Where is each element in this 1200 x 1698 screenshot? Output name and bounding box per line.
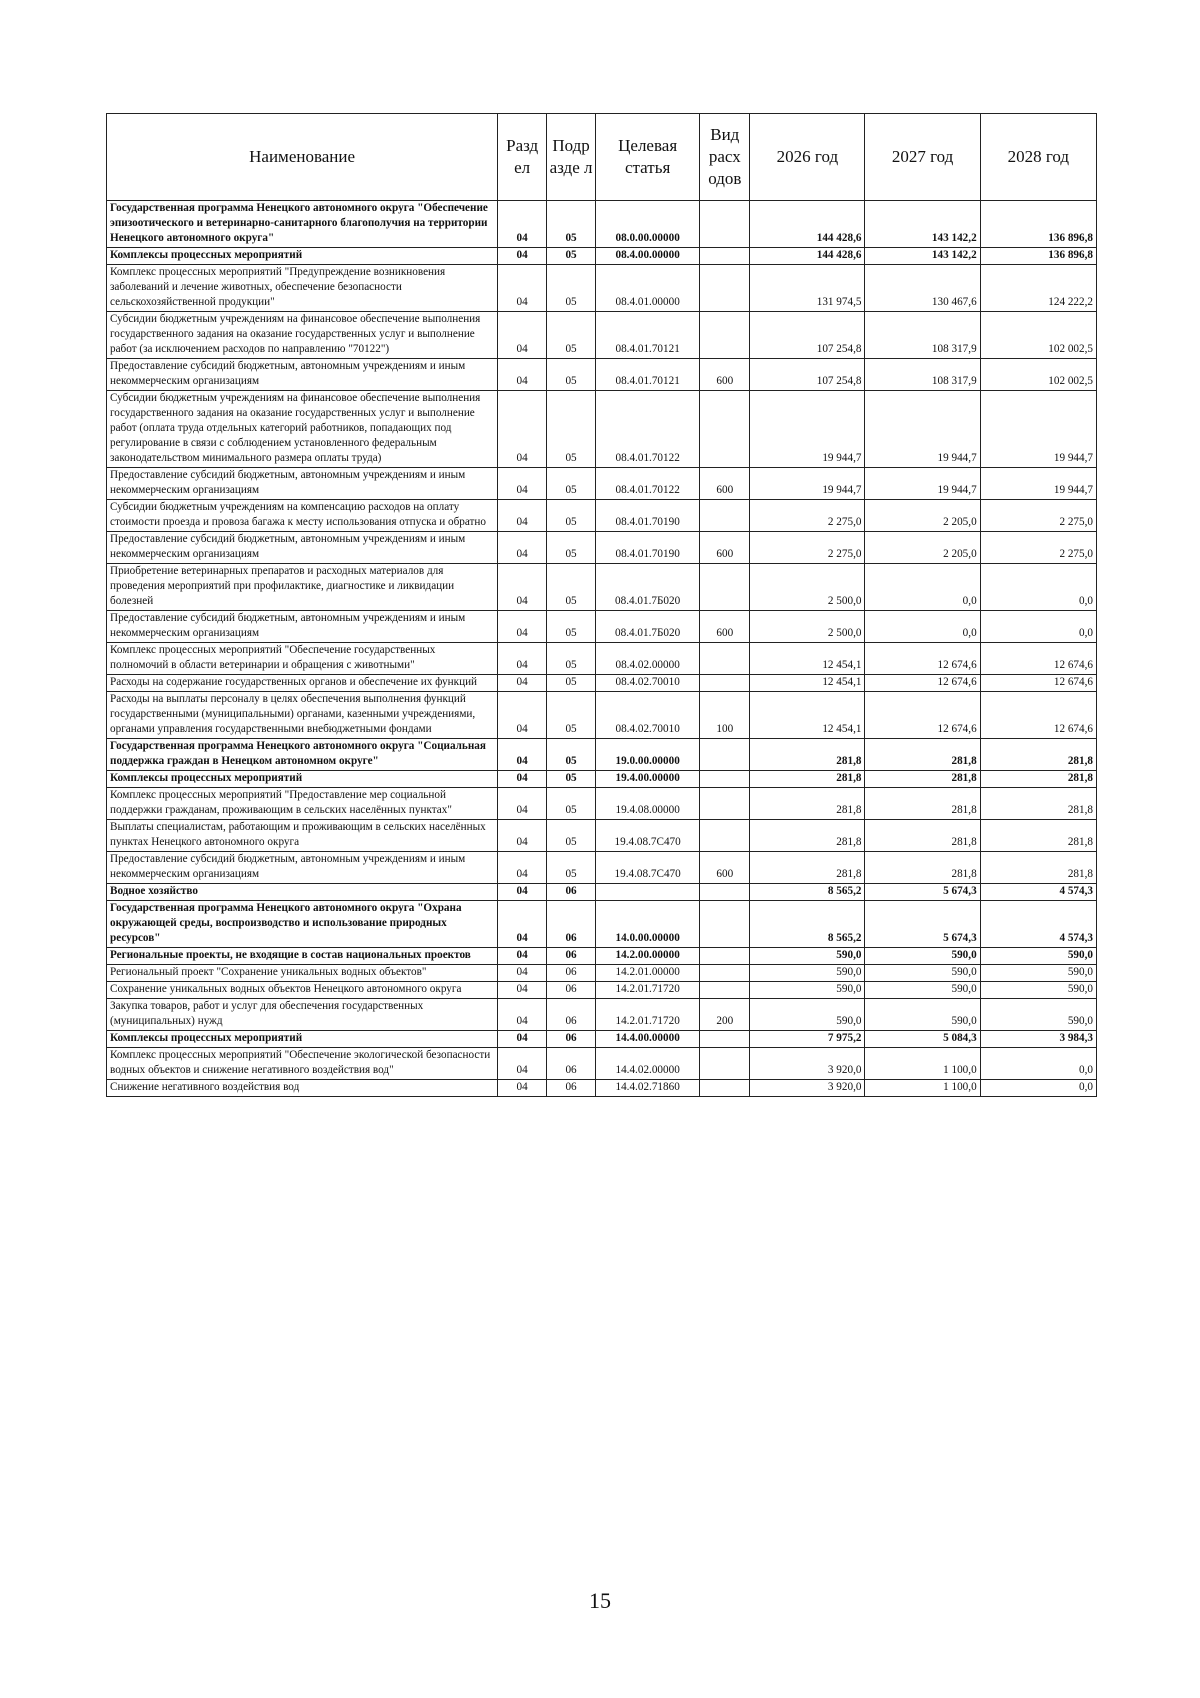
cell-name: Снижение негативного воздействия вод	[107, 1080, 498, 1097]
table-row	[107, 532, 1097, 564]
cell-2027: 5 674,3	[865, 901, 980, 948]
cell-2026: 19 944,7	[750, 468, 865, 500]
cell-podrazdel: 06	[547, 982, 596, 999]
cell-target-article: 08.4.01.7Б020	[595, 611, 699, 643]
header-razdel: Разд ел	[498, 114, 547, 201]
cell-expense-type	[700, 643, 750, 675]
cell-podrazdel: 05	[547, 739, 596, 771]
cell-2027: 281,8	[865, 820, 980, 852]
cell-2028: 102 002,5	[980, 312, 1096, 359]
cell-2027: 5 674,3	[865, 884, 980, 901]
cell-2028: 590,0	[980, 965, 1096, 982]
cell-podrazdel: 05	[547, 788, 596, 820]
cell-expense-type	[700, 312, 750, 359]
cell-2026: 8 565,2	[750, 884, 865, 901]
header-2027: 2027 год	[865, 114, 980, 201]
cell-2027: 2 205,0	[865, 500, 980, 532]
cell-razdel: 04	[498, 999, 547, 1031]
cell-2027: 2 205,0	[865, 532, 980, 564]
cell-podrazdel: 06	[547, 1080, 596, 1097]
table-row	[107, 201, 1097, 248]
cell-name: Субсидии бюджетным учреждениям на финансовое обеспечение выполнения государственного задания на оказание государственных услуг и выполнение работ (оплата труда отдельных категорий работников, попадающих под регулирование в связи с соблюдением установленного федеральным законодательством минимального размера оплаты труда)	[107, 391, 498, 468]
cell-2028: 102 002,5	[980, 359, 1096, 391]
cell-2027: 590,0	[865, 948, 980, 965]
cell-2026: 107 254,8	[750, 312, 865, 359]
cell-expense-type	[700, 982, 750, 999]
table-row	[107, 675, 1097, 692]
cell-name: Расходы на выплаты персоналу в целях обеспечения выполнения функций государственными (муниципальными) органами, казенными учреждениями, органами управления государственными внебюджетными фондами	[107, 692, 498, 739]
cell-expense-type	[700, 788, 750, 820]
cell-name: Предоставление субсидий бюджетным, автономным учреждениям и иным некоммерческим организациям	[107, 611, 498, 643]
cell-2028: 281,8	[980, 771, 1096, 788]
cell-razdel: 04	[498, 1048, 547, 1080]
cell-razdel: 04	[498, 982, 547, 999]
cell-name: Государственная программа Ненецкого автономного округа "Охрана окружающей среды, воспроизводство и использование природных ресурсов"	[107, 901, 498, 948]
cell-2027: 5 084,3	[865, 1031, 980, 1048]
cell-expense-type: 100	[700, 692, 750, 739]
cell-target-article: 19.4.00.00000	[595, 771, 699, 788]
cell-name: Комплексы процессных мероприятий	[107, 1031, 498, 1048]
cell-podrazdel: 06	[547, 1031, 596, 1048]
cell-2027: 1 100,0	[865, 1048, 980, 1080]
cell-razdel: 04	[498, 564, 547, 611]
cell-2026: 144 428,6	[750, 201, 865, 248]
cell-razdel: 04	[498, 359, 547, 391]
table-row	[107, 312, 1097, 359]
cell-expense-type	[700, 500, 750, 532]
cell-2026: 12 454,1	[750, 643, 865, 675]
cell-target-article: 08.4.01.7Б020	[595, 564, 699, 611]
cell-podrazdel: 05	[547, 675, 596, 692]
header-name: Наименование	[107, 114, 498, 201]
cell-2028: 2 275,0	[980, 500, 1096, 532]
cell-name: Комплекс процессных мероприятий "Обеспечение экологической безопасности водных объектов и снижение негативного воздействия вод"	[107, 1048, 498, 1080]
cell-2026: 7 975,2	[750, 1031, 865, 1048]
cell-name: Предоставление субсидий бюджетным, автономным учреждениям и иным некоммерческим организациям	[107, 852, 498, 884]
cell-2028: 590,0	[980, 999, 1096, 1031]
cell-name: Предоставление субсидий бюджетным, автономным учреждениям и иным некоммерческим организациям	[107, 532, 498, 564]
cell-name: Государственная программа Ненецкого автономного округа "Обеспечение эпизоотического и ветеринарно-санитарного благополучия на территории Ненецкого автономного округа"	[107, 201, 498, 248]
cell-2028: 281,8	[980, 788, 1096, 820]
cell-2028: 0,0	[980, 1080, 1096, 1097]
cell-target-article: 08.4.01.70122	[595, 391, 699, 468]
cell-podrazdel: 05	[547, 248, 596, 265]
cell-target-article: 08.4.01.70121	[595, 359, 699, 391]
cell-2028: 3 984,3	[980, 1031, 1096, 1048]
cell-podrazdel: 06	[547, 901, 596, 948]
table-row	[107, 901, 1097, 948]
cell-target-article: 14.4.02.71860	[595, 1080, 699, 1097]
table-row	[107, 999, 1097, 1031]
cell-podrazdel: 05	[547, 468, 596, 500]
cell-name: Комплексы процессных мероприятий	[107, 771, 498, 788]
cell-name: Комплекс процессных мероприятий "Обеспечение государственных полномочий в области ветеринарии и обращения с животными"	[107, 643, 498, 675]
cell-target-article: 08.4.01.70190	[595, 500, 699, 532]
cell-name: Комплекс процессных мероприятий "Предоставление мер социальной поддержки гражданам, проживающим в сельских населённых пунктах"	[107, 788, 498, 820]
table-row	[107, 692, 1097, 739]
header-2028: 2028 год	[980, 114, 1096, 201]
cell-2026: 2 500,0	[750, 564, 865, 611]
cell-2028: 136 896,8	[980, 248, 1096, 265]
cell-name: Комплексы процессных мероприятий	[107, 248, 498, 265]
cell-2028: 281,8	[980, 820, 1096, 852]
cell-name: Комплекс процессных мероприятий "Предупреждение возникновения заболеваний и лечение животных, обеспечение безопасности сельскохозяйственной продукции"	[107, 265, 498, 312]
table-row	[107, 771, 1097, 788]
cell-target-article: 19.4.08.00000	[595, 788, 699, 820]
cell-expense-type	[700, 965, 750, 982]
cell-2028: 0,0	[980, 564, 1096, 611]
cell-target-article: 08.0.00.00000	[595, 201, 699, 248]
budget-table-body	[107, 201, 1097, 1097]
cell-2026: 8 565,2	[750, 901, 865, 948]
cell-2028: 0,0	[980, 1048, 1096, 1080]
table-row	[107, 611, 1097, 643]
cell-2028: 19 944,7	[980, 391, 1096, 468]
cell-name: Расходы на содержание государственных органов и обеспечение их функций	[107, 675, 498, 692]
cell-razdel: 04	[498, 820, 547, 852]
cell-target-article: 08.4.01.00000	[595, 265, 699, 312]
cell-target-article: 14.0.00.00000	[595, 901, 699, 948]
cell-razdel: 04	[498, 611, 547, 643]
cell-2026: 281,8	[750, 820, 865, 852]
cell-expense-type: 600	[700, 532, 750, 564]
cell-podrazdel: 05	[547, 564, 596, 611]
cell-target-article: 08.4.00.00000	[595, 248, 699, 265]
table-row	[107, 265, 1097, 312]
cell-2027: 19 944,7	[865, 391, 980, 468]
cell-2027: 130 467,6	[865, 265, 980, 312]
cell-podrazdel: 05	[547, 643, 596, 675]
cell-2028: 2 275,0	[980, 532, 1096, 564]
cell-2027: 108 317,9	[865, 359, 980, 391]
cell-2028: 590,0	[980, 982, 1096, 999]
cell-razdel: 04	[498, 675, 547, 692]
cell-2027: 143 142,2	[865, 248, 980, 265]
budget-table	[106, 113, 1097, 1097]
cell-expense-type	[700, 820, 750, 852]
cell-name: Выплаты специалистам, работающим и проживающим в сельских населённых пунктах Ненецкого автономного округа	[107, 820, 498, 852]
header-target-article: Целевая статья	[595, 114, 699, 201]
cell-expense-type: 600	[700, 359, 750, 391]
cell-podrazdel: 05	[547, 692, 596, 739]
cell-expense-type: 600	[700, 468, 750, 500]
cell-name: Закупка товаров, работ и услуг для обеспечения государственных (муниципальных) нужд	[107, 999, 498, 1031]
cell-name: Региональный проект "Сохранение уникальных водных объектов"	[107, 965, 498, 982]
cell-razdel: 04	[498, 643, 547, 675]
table-row	[107, 1080, 1097, 1097]
page-number: 15	[589, 1588, 611, 1613]
cell-name: Региональные проекты, не входящие в состав национальных проектов	[107, 948, 498, 965]
cell-target-article: 14.2.01.71720	[595, 999, 699, 1031]
cell-podrazdel: 05	[547, 771, 596, 788]
table-row	[107, 965, 1097, 982]
table-row	[107, 391, 1097, 468]
cell-expense-type	[700, 1080, 750, 1097]
cell-2026: 3 920,0	[750, 1080, 865, 1097]
cell-2028: 12 674,6	[980, 692, 1096, 739]
cell-podrazdel: 05	[547, 391, 596, 468]
cell-target-article: 08.4.02.00000	[595, 643, 699, 675]
cell-2027: 1 100,0	[865, 1080, 980, 1097]
table-row	[107, 884, 1097, 901]
cell-2027: 12 674,6	[865, 675, 980, 692]
cell-podrazdel: 05	[547, 611, 596, 643]
table-row	[107, 500, 1097, 532]
cell-2026: 590,0	[750, 999, 865, 1031]
cell-podrazdel: 06	[547, 884, 596, 901]
cell-podrazdel: 06	[547, 1048, 596, 1080]
table-row	[107, 564, 1097, 611]
cell-razdel: 04	[498, 1031, 547, 1048]
cell-2026: 590,0	[750, 965, 865, 982]
table-row	[107, 948, 1097, 965]
cell-2027: 108 317,9	[865, 312, 980, 359]
table-row	[107, 359, 1097, 391]
cell-target-article: 08.4.01.70121	[595, 312, 699, 359]
cell-podrazdel: 05	[547, 820, 596, 852]
cell-2028: 281,8	[980, 739, 1096, 771]
cell-target-article: 14.2.01.71720	[595, 982, 699, 999]
cell-2026: 281,8	[750, 771, 865, 788]
cell-name: Государственная программа Ненецкого автономного округа "Социальная поддержка граждан в Ненецком автономном округе"	[107, 739, 498, 771]
cell-expense-type: 200	[700, 999, 750, 1031]
cell-2027: 281,8	[865, 788, 980, 820]
cell-razdel: 04	[498, 500, 547, 532]
cell-name: Предоставление субсидий бюджетным, автономным учреждениям и иным некоммерческим организациям	[107, 359, 498, 391]
cell-razdel: 04	[498, 852, 547, 884]
budget-table-container	[106, 113, 1097, 1097]
cell-expense-type	[700, 675, 750, 692]
cell-2027: 281,8	[865, 739, 980, 771]
cell-razdel: 04	[498, 1080, 547, 1097]
cell-2027: 0,0	[865, 611, 980, 643]
cell-target-article: 08.4.01.70190	[595, 532, 699, 564]
table-row	[107, 1048, 1097, 1080]
cell-2026: 19 944,7	[750, 391, 865, 468]
cell-razdel: 04	[498, 884, 547, 901]
cell-2026: 3 920,0	[750, 1048, 865, 1080]
cell-2027: 590,0	[865, 982, 980, 999]
cell-expense-type	[700, 771, 750, 788]
cell-2027: 590,0	[865, 999, 980, 1031]
cell-target-article: 08.4.02.70010	[595, 692, 699, 739]
cell-target-article: 08.4.02.70010	[595, 675, 699, 692]
cell-razdel: 04	[498, 248, 547, 265]
cell-razdel: 04	[498, 788, 547, 820]
cell-razdel: 04	[498, 391, 547, 468]
table-row	[107, 820, 1097, 852]
cell-expense-type	[700, 1031, 750, 1048]
cell-2027: 281,8	[865, 771, 980, 788]
cell-2028: 4 574,3	[980, 884, 1096, 901]
cell-2026: 12 454,1	[750, 675, 865, 692]
cell-razdel: 04	[498, 901, 547, 948]
cell-target-article: 08.4.01.70122	[595, 468, 699, 500]
cell-podrazdel: 05	[547, 359, 596, 391]
cell-name: Предоставление субсидий бюджетным, автономным учреждениям и иным некоммерческим организациям	[107, 468, 498, 500]
cell-podrazdel: 05	[547, 312, 596, 359]
cell-expense-type	[700, 948, 750, 965]
cell-razdel: 04	[498, 692, 547, 739]
cell-target-article: 19.4.08.7С470	[595, 820, 699, 852]
cell-expense-type	[700, 391, 750, 468]
cell-2027: 281,8	[865, 852, 980, 884]
cell-2028: 136 896,8	[980, 201, 1096, 248]
cell-2027: 12 674,6	[865, 692, 980, 739]
cell-2027: 143 142,2	[865, 201, 980, 248]
cell-razdel: 04	[498, 965, 547, 982]
cell-target-article: 14.2.01.00000	[595, 965, 699, 982]
cell-target-article: 14.4.00.00000	[595, 1031, 699, 1048]
table-header-row	[107, 114, 1097, 201]
table-row	[107, 248, 1097, 265]
cell-expense-type	[700, 564, 750, 611]
cell-2028: 19 944,7	[980, 468, 1096, 500]
cell-2026: 590,0	[750, 948, 865, 965]
cell-podrazdel: 05	[547, 265, 596, 312]
cell-2026: 590,0	[750, 982, 865, 999]
table-row	[107, 739, 1097, 771]
cell-razdel: 04	[498, 265, 547, 312]
cell-name: Субсидии бюджетным учреждениям на финансовое обеспечение выполнения государственного задания на оказание государственных услуг и выполнение работ (за исключением расходов по направлению "70122")	[107, 312, 498, 359]
cell-2028: 4 574,3	[980, 901, 1096, 948]
cell-expense-type	[700, 265, 750, 312]
cell-2026: 144 428,6	[750, 248, 865, 265]
cell-2028: 590,0	[980, 948, 1096, 965]
table-row	[107, 468, 1097, 500]
cell-expense-type	[700, 201, 750, 248]
cell-expense-type: 600	[700, 852, 750, 884]
cell-2028: 124 222,2	[980, 265, 1096, 312]
cell-razdel: 04	[498, 948, 547, 965]
cell-2026: 107 254,8	[750, 359, 865, 391]
cell-podrazdel: 05	[547, 500, 596, 532]
cell-2026: 131 974,5	[750, 265, 865, 312]
cell-name: Водное хозяйство	[107, 884, 498, 901]
cell-2028: 281,8	[980, 852, 1096, 884]
cell-podrazdel: 05	[547, 532, 596, 564]
cell-2027: 19 944,7	[865, 468, 980, 500]
cell-expense-type	[700, 1048, 750, 1080]
cell-expense-type	[700, 884, 750, 901]
cell-name: Субсидии бюджетным учреждениям на компенсацию расходов на оплату стоимости проезда и провоза багажа к месту использования отпуска и обратно	[107, 500, 498, 532]
cell-podrazdel: 06	[547, 999, 596, 1031]
cell-expense-type	[700, 248, 750, 265]
header-2026: 2026 год	[750, 114, 865, 201]
cell-2028: 12 674,6	[980, 643, 1096, 675]
cell-razdel: 04	[498, 739, 547, 771]
cell-expense-type	[700, 739, 750, 771]
cell-2026: 12 454,1	[750, 692, 865, 739]
cell-2027: 12 674,6	[865, 643, 980, 675]
cell-2026: 2 500,0	[750, 611, 865, 643]
cell-2026: 281,8	[750, 739, 865, 771]
cell-podrazdel: 05	[547, 201, 596, 248]
table-row	[107, 1031, 1097, 1048]
cell-2027: 590,0	[865, 965, 980, 982]
cell-expense-type	[700, 901, 750, 948]
table-row	[107, 788, 1097, 820]
cell-name: Сохранение уникальных водных объектов Ненецкого автономного округа	[107, 982, 498, 999]
cell-2026: 281,8	[750, 788, 865, 820]
cell-podrazdel: 06	[547, 965, 596, 982]
cell-name: Приобретение ветеринарных препаратов и расходных материалов для проведения мероприятий при профилактике, диагностике и ликвидации болезней	[107, 564, 498, 611]
cell-razdel: 04	[498, 312, 547, 359]
cell-podrazdel: 05	[547, 852, 596, 884]
cell-2027: 0,0	[865, 564, 980, 611]
table-row	[107, 852, 1097, 884]
cell-2028: 0,0	[980, 611, 1096, 643]
cell-target-article: 19.0.00.00000	[595, 739, 699, 771]
cell-podrazdel: 06	[547, 948, 596, 965]
cell-razdel: 04	[498, 771, 547, 788]
cell-target-article: 19.4.08.7С470	[595, 852, 699, 884]
cell-razdel: 04	[498, 532, 547, 564]
cell-2028: 12 674,6	[980, 675, 1096, 692]
cell-2026: 281,8	[750, 852, 865, 884]
header-expense-type: Вид расх одов	[700, 114, 750, 201]
header-podrazdel: Подр азде л	[547, 114, 596, 201]
cell-razdel: 04	[498, 201, 547, 248]
cell-target-article: 14.4.02.00000	[595, 1048, 699, 1080]
table-row	[107, 643, 1097, 675]
cell-target-article	[595, 884, 699, 901]
cell-razdel: 04	[498, 468, 547, 500]
cell-expense-type: 600	[700, 611, 750, 643]
cell-target-article: 14.2.00.00000	[595, 948, 699, 965]
cell-2026: 2 275,0	[750, 500, 865, 532]
cell-2026: 2 275,0	[750, 532, 865, 564]
table-row	[107, 982, 1097, 999]
